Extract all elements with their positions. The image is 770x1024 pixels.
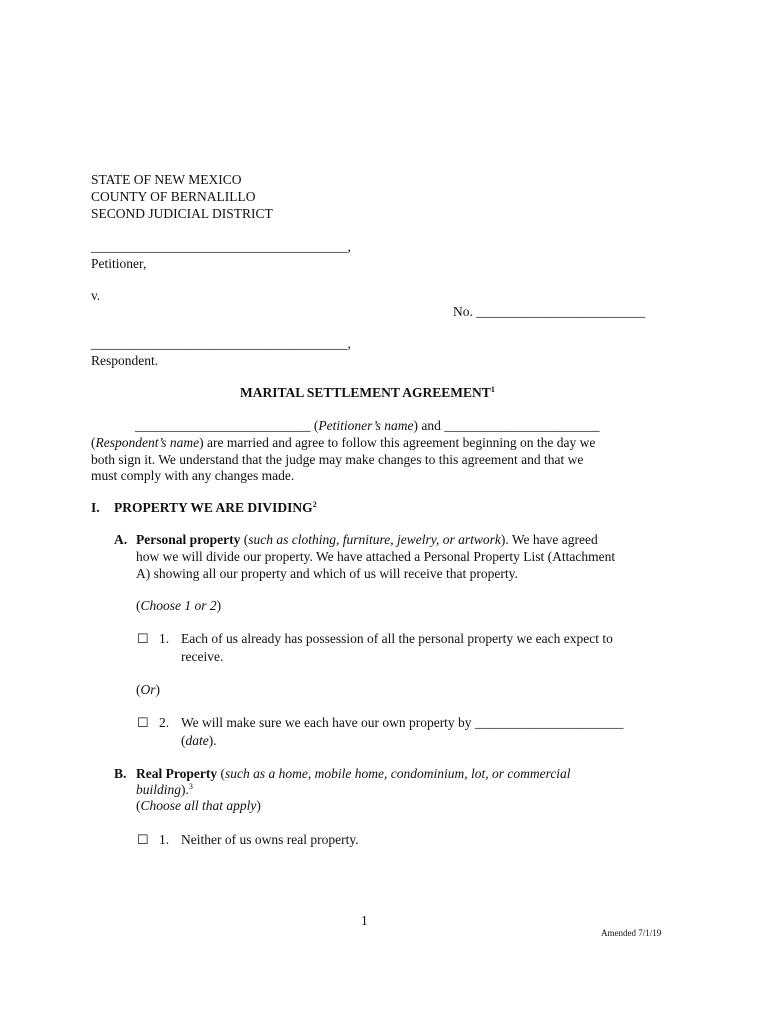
personal-property-examples: such as clothing, furniture, jewelry, or artwork [248,532,501,547]
option-b1-text: Neither of us owns real property. [181,832,359,847]
real-property-line-1: Real Property (such as a home, mobile home, condominium, lot, or commercial [136,766,571,781]
choose-instruction-a: (Choose 1 or 2) [136,598,222,613]
case-number-field[interactable]: No. _________________________ [453,304,645,319]
option-a1-line-2: receive. [181,649,224,664]
personal-property-line-2: how we will divide our property. We have attached a Personal Property List (Attachment [136,549,616,564]
state-line: STATE OF NEW MEXICO [91,172,242,187]
intro-line-4: must comply with any changes made. [91,468,295,483]
amended-date: Amended 7/1/19 [601,928,662,938]
intro-line-2: (Respondent’s name) are married and agree to follow this agreement beginning on the day we [91,435,596,450]
respondent-name-blank[interactable]: ______________________________________, [91,336,351,351]
personal-property-line-3: A) showing all our property and which of us will receive that property. [136,566,518,581]
petitioner-name-field[interactable]: __________________________ [135,418,311,433]
document-title [240,384,495,401]
respondent-label: Respondent. [91,353,159,368]
footnote-ref-1: 1 [490,385,495,394]
real-property-examples: such as a home, mobile home, condominium, lot, or commercial [224,766,571,781]
checkbox-a1[interactable]: ☐ [137,631,149,646]
date-hint: date [185,733,209,748]
intro-line-3: both sign it. We understand that the judge may make changes to this agreement and that we [91,452,584,467]
real-property-examples-2: building [136,782,182,797]
section-1-title: PROPERTY WE ARE DIVIDING [114,500,313,515]
footnote-ref-3: 3 [188,782,193,791]
intro-line-2-text: ) are married and agree to follow this agreement beginning on the day we [199,435,596,450]
personal-property-line-1-rest: ). We have agreed [500,532,598,547]
or-text: Or [140,682,156,697]
respondent-name-hint: Respondent’s name [95,435,200,450]
checkbox-a2[interactable]: ☐ [137,715,149,730]
petitioner-label: Petitioner, [91,256,147,271]
document-title-text: MARITAL SETTLEMENT AGREEMENT [240,385,491,400]
petitioner-name-blank[interactable]: ______________________________________, [91,239,351,254]
checkbox-b1[interactable]: ☐ [137,832,149,847]
subsection-a-letter: A. [114,532,128,547]
option-a2-number: 2. [159,715,170,730]
versus-text: v. [91,288,101,303]
or-instruction: (Or) [136,682,161,697]
county-line: COUNTY OF BERNALILLO [91,189,256,204]
choose-text-b: Choose all that apply [140,798,257,813]
section-1-heading [114,499,317,516]
option-b1-number: 1. [159,832,170,847]
choose-instruction-b: (Choose all that apply) [136,798,261,813]
petitioner-name-hint: Petitioner’s name [318,418,414,433]
section-1-number: I. [91,500,100,515]
page-number: 1 [361,913,368,928]
respondent-name-field[interactable]: _______________________ [444,418,600,433]
and-text: ) and [413,418,445,433]
personal-property-heading: Personal property [136,532,241,547]
real-property-line-2: building).$^3$ [136,782,193,797]
district-line: SECOND JUDICIAL DISTRICT [91,206,273,221]
choose-text-a: Choose 1 or 2 [140,598,217,613]
option-a2-line-2: (date). [181,733,217,748]
real-property-heading: Real Property [136,766,218,781]
footnote-ref-2: 2 [312,500,317,509]
option-a2-line-1[interactable]: We will make sure we each have our own property by ______________________ [181,715,624,730]
subsection-b-letter: B. [114,766,127,781]
personal-property-line-1: Personal property (such as clothing, furniture, jewelry, or artwork). We have agreed [136,532,598,547]
intro-line-1: __________________________ (Petitioner’s name) and _______________________ [135,418,600,433]
option-a1-number: 1. [159,631,170,646]
option-a1-line-1: Each of us already has possession of all the personal property we each expect to [181,631,613,646]
